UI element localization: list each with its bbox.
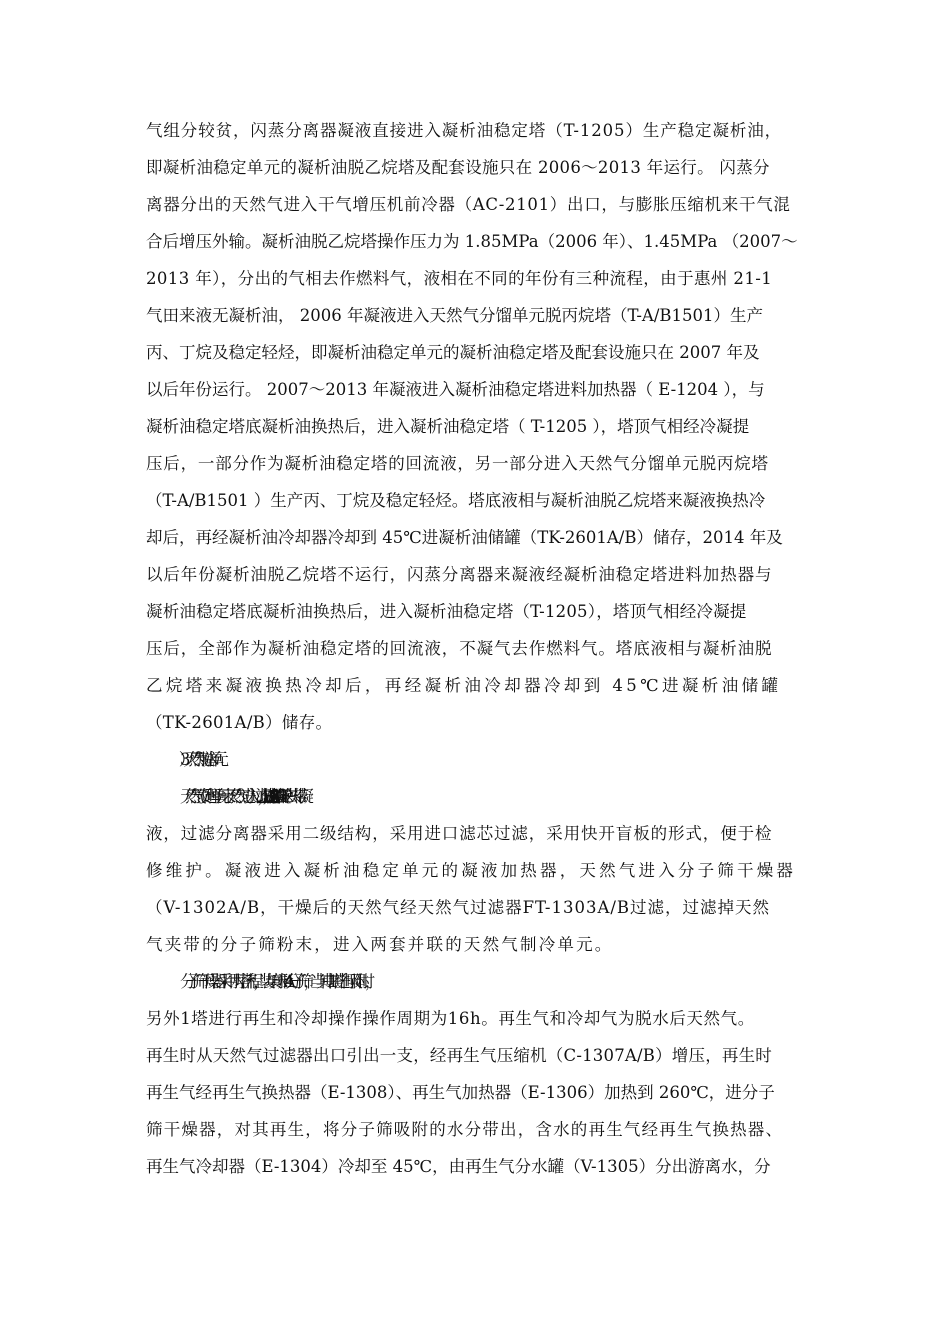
- text-line: 液，过滤分离器采用二级结构，采用进口滤芯过滤，采用快开盲板的形式，便于检: [146, 824, 773, 843]
- text-line: 再生气冷却器（E-1304）冷却至 45℃，由再生气分水罐（V-1305）分出游离水，分: [146, 1157, 771, 1176]
- text-line: （TK-2601A/B）储存。: [146, 713, 333, 732]
- text-line: 气田来液无凝析油， 2006 年凝液进入天然气分馏单元脱丙烷塔（T-A/B1501）生产: [146, 306, 764, 325]
- text-line: 却后，再经凝析油冷却器冷却到 45℃进凝析油储罐（TK-2601A/B）储存，2014 年及: [146, 528, 783, 547]
- text-line: 以后年份运行。 2007～2013 年凝液进入凝析油稳定塔进料加热器（ E-1204 ），与: [146, 380, 765, 399]
- text-line: 即凝析油稳定单元的凝析油脱乙烷塔及配套设施只在 2006～2013 年运行。 闪蒸分: [146, 158, 770, 177]
- text-line: 凝析油稳定塔底凝析油换热后，进入凝析油稳定塔（T-1205），塔顶气相经冷凝提: [146, 602, 747, 621]
- text-line: 离器分出的天然气进入干气增压机前冷器（AC-2101）出口，与膨胀压缩机来干气混: [146, 195, 791, 214]
- text-line: 合后增压外输。凝析油脱乙烷塔操作压力为 1.85MPa（2006 年）、1.45MPa （2007～: [146, 232, 798, 251]
- text-line: 丙、丁烷及稳定轻烃，即凝析油稳定单元的凝析油稳定塔及配套设施只在 2007 年及: [146, 343, 760, 362]
- text-line: 另外1塔进行再生和冷却操作操作周期为16h。再生气和冷却气为脱水后天然气。: [146, 1009, 755, 1028]
- text-line: 分子筛干燥器采用两塔流程，装填球形4A分子筛，当其中1塔进行吸附时，: [180, 972, 371, 991]
- text-line: 压后，全部作为凝析油稳定塔的回流液，不凝气去作燃料气。塔底液相与凝析油脱: [146, 639, 773, 658]
- text-line: 2013 年），分出的气相去作燃料气，液相在不同的年份有三种流程，由于惠州 21-1: [146, 269, 773, 288]
- section-heading: 3）天然气脱水单元: [180, 750, 218, 769]
- text-line: （T-A/B1501 ）生产丙、丁烷及稳定轻烃。塔底液相与凝析油脱乙烷塔来凝液换热冷: [146, 491, 766, 510]
- text-line: 凝析油稳定塔底凝析油换热后，进入凝析油稳定塔（ T-1205 ），塔顶气相经冷凝提: [146, 417, 750, 436]
- text-line: 以后年份凝析油脱乙烷塔不运行，闪蒸分离器来凝液经凝析油稳定塔进料加热器与: [146, 565, 773, 584]
- text-line: （V-1302A/B，干燥后的天然气经天然气过滤器FT-1303A/B过滤，过滤掉天然: [146, 898, 771, 917]
- text-line: 压后，一部分作为凝析油稳定塔的回流液，另一部分进入天然气分馏单元脱丙烷塔: [146, 454, 769, 473]
- text-line: 天然气预处理单元来天然气进入过滤分离器（FT-1301A/B)，进一步除去夹带凝: [180, 787, 303, 806]
- text-line: 乙烷塔来凝液换热冷却后，再经凝析油冷却器冷却到 45℃进凝析油储罐: [146, 676, 782, 695]
- text-line: 再生气经再生气换热器（E-1308）、再生气加热器（E-1306）加热到 260℃，进分子: [146, 1083, 775, 1102]
- text-line: 气组分较贫，闪蒸分离器凝液直接进入凝析油稳定塔（T-1205）生产稳定凝析油，: [146, 121, 783, 140]
- text-line: 修维护。凝液进入凝析油稳定单元的凝液加热器，天然气进入分子筛干燥器: [146, 861, 797, 880]
- text-line: 气夹带的分子筛粉末，进入两套并联的天然气制冷单元。: [146, 935, 614, 954]
- text-line: 筛干燥器，对其再生，将分子筛吸附的水分带出，含水的再生气经再生气换热器、: [146, 1120, 784, 1139]
- text-line: 再生时从天然气过滤器出口引出一支，经再生气压缩机（C-1307A/B）增压，再生时: [146, 1046, 772, 1065]
